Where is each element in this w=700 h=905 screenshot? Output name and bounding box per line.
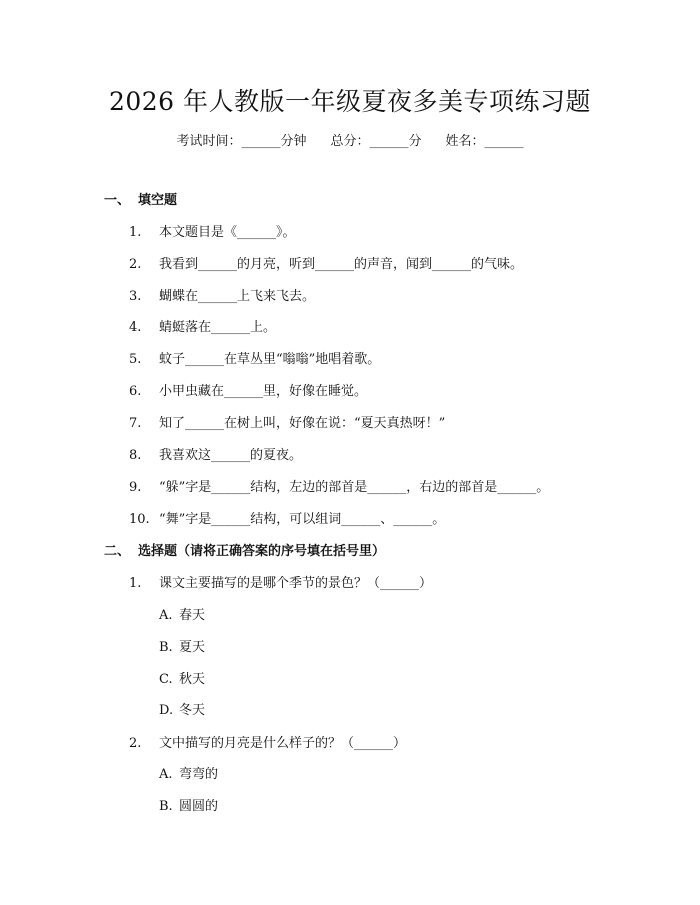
item-text: 蜻蜓落在______上。 — [159, 320, 277, 335]
item-number: 7. — [129, 416, 142, 431]
item-text: 知了______在树上叫，好像在说：“夏天真热呀！” — [159, 416, 446, 431]
question-text: 课文主要描写的是哪个季节的景色？（______） — [159, 576, 433, 591]
option-letter: B. — [159, 799, 173, 814]
exam-info-line — [0, 132, 700, 152]
fill-item — [129, 478, 549, 498]
item-text: 蝴蝶在______上飞来飞去。 — [159, 289, 316, 304]
item-text: “躲”字是______结构，左边的部首是______，右边的部首是______。 — [159, 480, 550, 495]
section-heading-fill-blank — [104, 191, 177, 211]
question-text: 文中描写的月亮是什么样子的？（______） — [159, 736, 407, 751]
section-number: 一、 — [104, 193, 131, 208]
fill-item — [129, 510, 445, 530]
section-number: 二、 — [104, 544, 131, 559]
item-text: 蚊子______在草丛里“嗡嗡”地唱着歌。 — [159, 352, 381, 367]
choice-option — [159, 606, 205, 626]
item-number: 6. — [129, 384, 142, 399]
fill-item — [129, 446, 302, 466]
item-number: 2. — [129, 257, 142, 272]
item-number: 5. — [129, 352, 142, 367]
option-text: 圆圆的 — [179, 799, 219, 814]
section-label: 填空题 — [138, 193, 178, 208]
student-name-field: 姓名：______ — [445, 134, 524, 149]
item-number: 1. — [129, 576, 142, 591]
section-label: 选择题（请将正确答案的序号填在括号里） — [138, 544, 386, 559]
option-letter: C. — [159, 672, 173, 687]
item-number: 3. — [129, 289, 142, 304]
item-number: 9. — [129, 480, 142, 495]
item-number: 4. — [129, 320, 142, 335]
item-text: “舞”字是______结构，可以组词______、______。 — [159, 512, 446, 527]
fill-item — [129, 223, 296, 243]
item-text: 小甲虫藏在______里，好像在睡觉。 — [159, 384, 368, 399]
item-number: 1. — [129, 225, 142, 240]
item-number: 8. — [129, 448, 142, 463]
choice-question — [129, 734, 406, 754]
choice-question — [129, 574, 432, 594]
option-letter: A. — [159, 767, 173, 782]
section-heading-multiple-choice — [104, 542, 385, 562]
choice-option — [159, 701, 205, 721]
item-text: 本文题目是《______》。 — [159, 225, 296, 240]
fill-item — [129, 382, 367, 402]
item-text: 我看到______的月亮，听到______的声音，闻到______的气味。 — [159, 257, 524, 272]
fill-item — [129, 414, 445, 434]
option-letter: A. — [159, 608, 173, 623]
option-text: 秋天 — [179, 672, 206, 687]
option-text: 夏天 — [179, 640, 206, 655]
choice-option — [159, 670, 205, 690]
option-text: 冬天 — [179, 703, 206, 718]
option-letter: D. — [159, 703, 174, 718]
item-text: 我喜欢这______的夏夜。 — [159, 448, 303, 463]
option-letter: B. — [159, 640, 173, 655]
item-number: 2. — [129, 736, 142, 751]
choice-option — [159, 797, 218, 817]
fill-item — [129, 318, 276, 338]
choice-option — [159, 765, 218, 785]
fill-item — [129, 255, 523, 275]
fill-item — [129, 350, 380, 370]
option-text: 弯弯的 — [179, 767, 219, 782]
fill-item — [129, 287, 315, 307]
exam-time-field: 考试时间：______分钟 — [176, 134, 307, 149]
item-number: 10. — [129, 512, 150, 527]
option-text: 春天 — [179, 608, 206, 623]
total-score-field: 总分：______分 — [330, 134, 422, 149]
choice-option — [159, 638, 205, 658]
page-title: 2026 年人教版一年级夏夜多美专项练习题 — [108, 87, 592, 116]
